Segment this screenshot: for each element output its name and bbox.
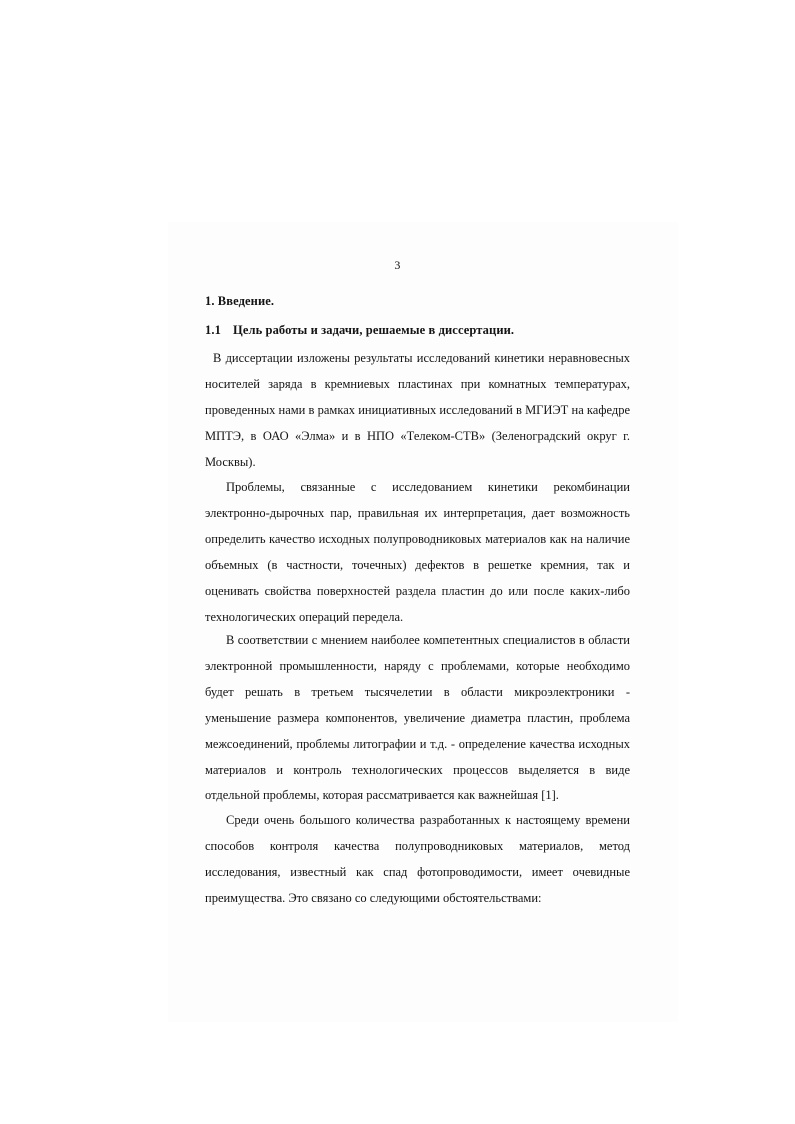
section-heading: 1. Введение. [205,294,275,308]
paragraph-block-4 [205,808,630,912]
subsection-number: 1.1 [205,323,221,337]
paragraph: В соответствии с мнением наиболее компетентных специалистов в области электронной промышленности, наряду с проблемами, которые необходимо будет решать в третьем тысячелетии в области микроэлектроники - уменьшение размера компонентов, увеличение диаметра пластин, проблема межсоединений, проблемы литографии и т.д. - определение качества исходных материалов и контроль технологических процессов выделяется в виде отдельной проблемы, которая рассматривается как важнейшая [1]. [205,633,630,803]
paragraph: Проблемы, связанные с исследованием кинетики рекомбинации электронно-дырочных пар, правильная их интерпретация, дает возможность определить качество исходных полупроводниковых материалов как на наличие объемных (в частности, точечных) дефектов в решетке кремния, так и оценивать свойства поверхностей раздела пластин до или после каких-либо технологических операций передела. [205,480,630,624]
page-number: 3 [394,258,401,272]
subsection-heading [205,323,514,338]
paragraph: В диссертации изложены результаты исследований кинетики неравновесных носителей заряда в кремниевых пластинах при комнатных температурах, проведенных нами в рамках инициативных исследований в МГИЭТ на кафедре МПТЭ, в ОАО «Элма» и в НПО «Телеком-СТВ» (Зеленоградский округ г. Москвы). [205,351,630,469]
paragraph-block-3 [205,628,630,809]
subsection-title: Цель работы и задачи, решаемые в диссертации. [233,323,515,337]
paragraph: Среди очень большого количества разработанных к настоящему времени способов контроля качества полупроводниковых материалов, метод исследования, известный как спад фотопроводимости, имеет очевидные преимущества. Это связано со следующими обстоятельствами: [205,813,630,905]
paragraph-block-1 [205,346,630,476]
paragraph-block-2 [205,475,630,630]
